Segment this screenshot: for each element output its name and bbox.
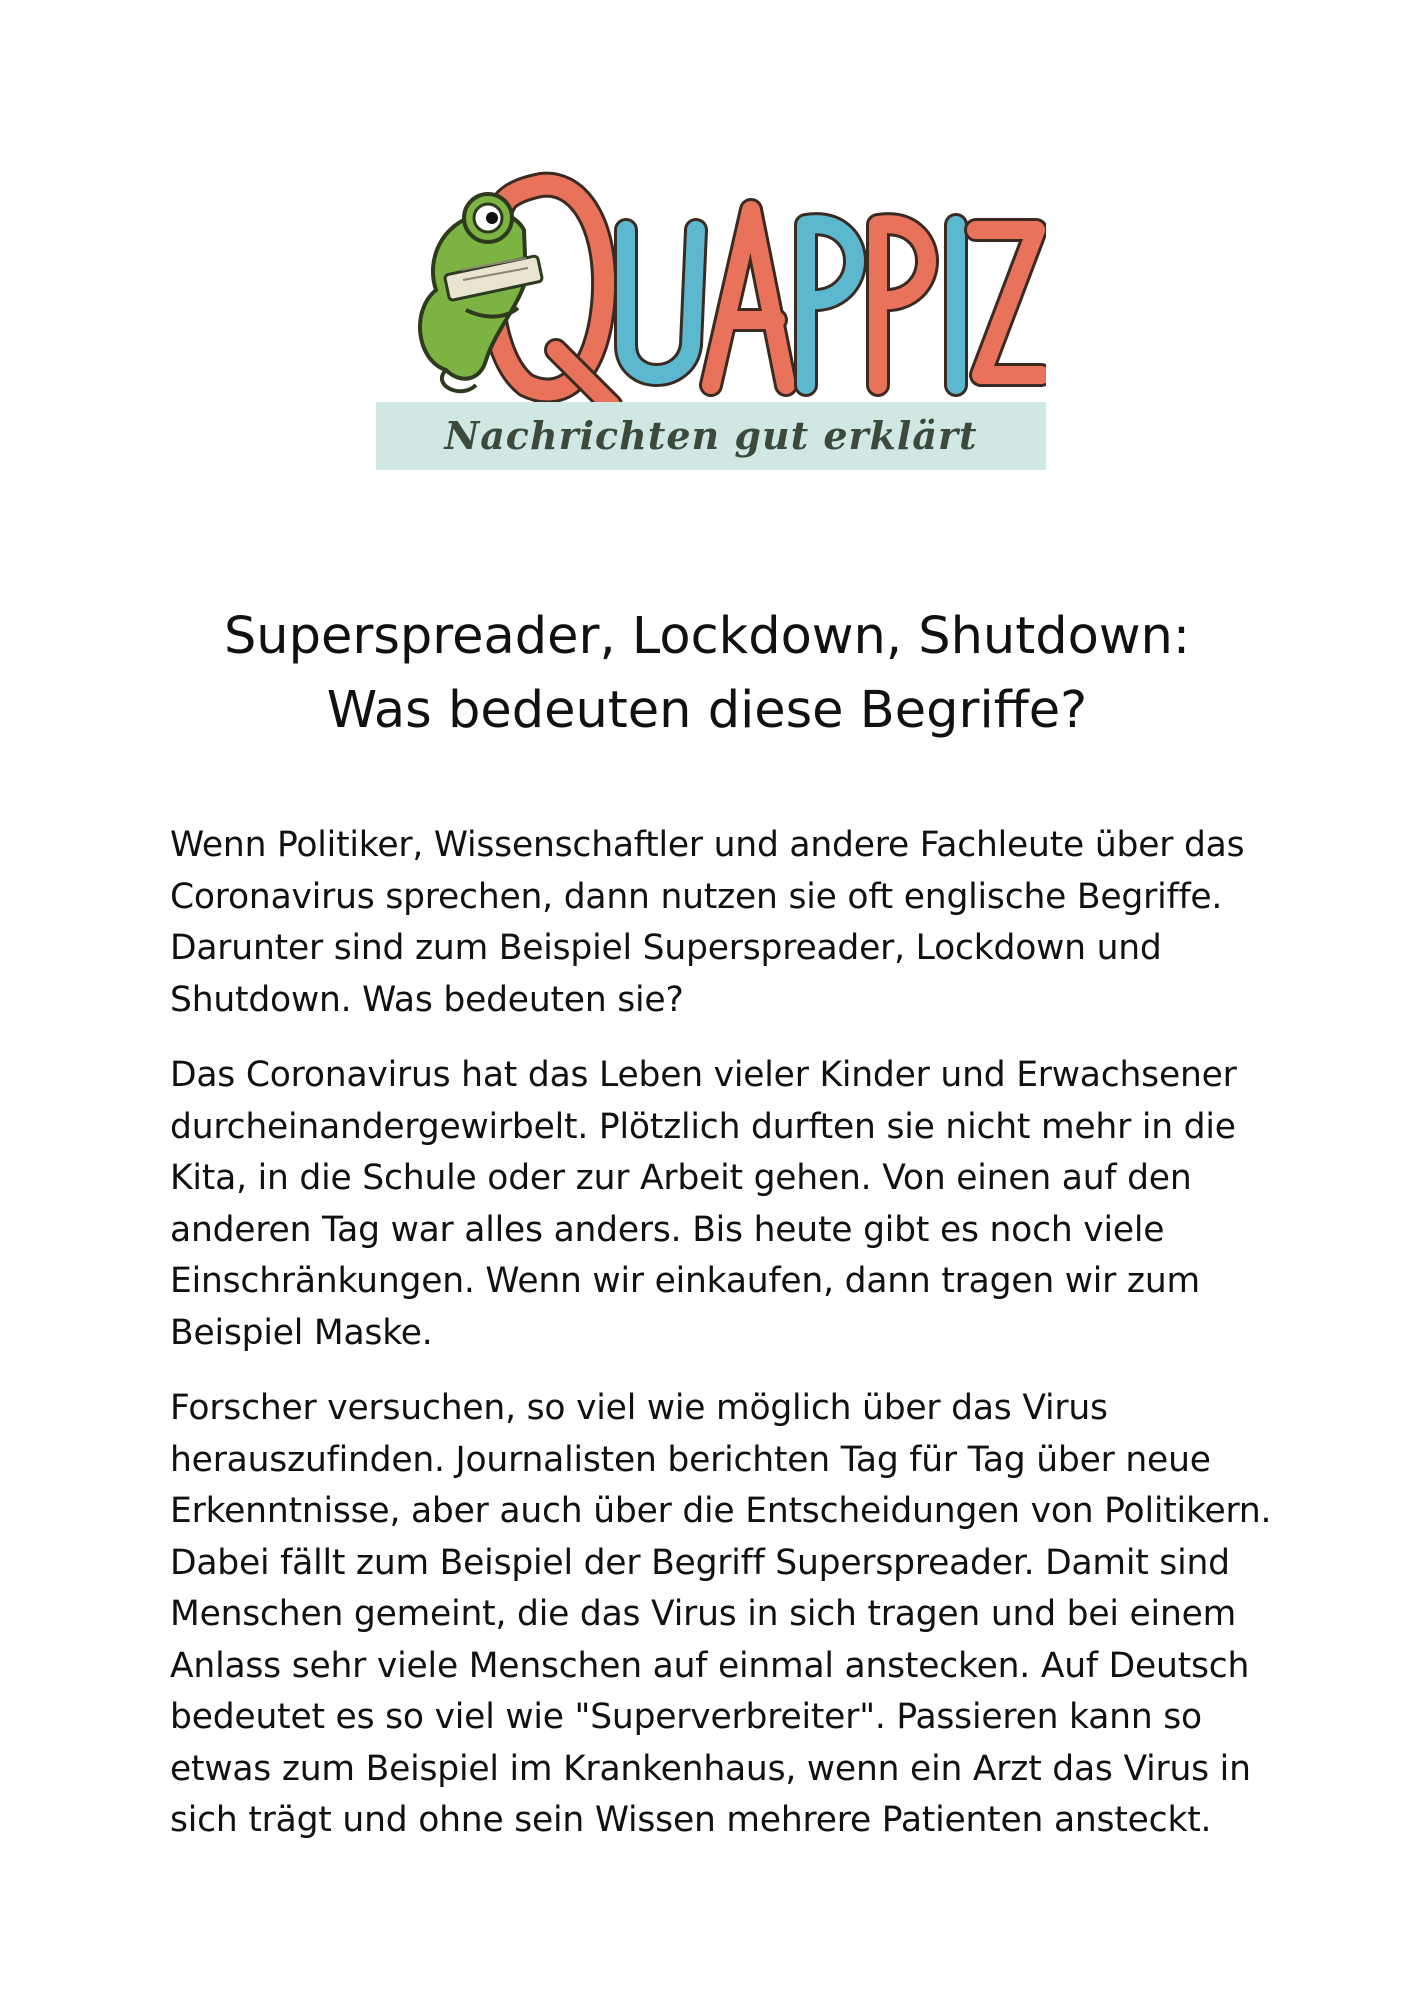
- text-line: Dabei fällt zum Beispiel der Begriff Superspreader. Damit sind: [170, 1542, 1230, 1583]
- title-line: Superspreader, Lockdown, Shutdown:: [223, 607, 1191, 666]
- title-line: Was bedeuten diese Begriffe?: [326, 681, 1088, 740]
- article-body: [170, 820, 1270, 1871]
- text-line: Darunter sind zum Beispiel Superspreader, Lockdown und: [170, 928, 1162, 968]
- paragraph-intro: [170, 820, 1270, 1026]
- logo-tagline: Nachrichten gut erklärt: [444, 413, 978, 458]
- text-line: Erkenntnisse, aber auch über die Entscheidungen von Politikern.: [170, 1491, 1272, 1531]
- text-line: Wenn Politiker, Wissenschaftler und andere Fachleute über das: [170, 825, 1245, 865]
- logo-letter-a: [711, 210, 786, 385]
- text-line: etwas zum Beispiel im Krankenhaus, wenn ein Arzt das Virus in: [170, 1748, 1251, 1789]
- text-line: Forscher versuchen, so viel wie möglich über das Virus: [170, 1388, 1108, 1428]
- logo-letter-u: [626, 230, 696, 375]
- quappiz-logo: [376, 170, 1048, 475]
- page-title: [140, 600, 1274, 748]
- text-line: Kita, in die Schule oder zur Arbeit gehen. Von einen auf den: [170, 1158, 1192, 1198]
- text-line: Menschen gemeint, die das Virus in sich tragen und bei einem: [170, 1594, 1237, 1634]
- chameleon-icon: [406, 170, 576, 400]
- text-line: sich trägt und ohne sein Wissen mehrere Patienten ansteckt.: [170, 1800, 1212, 1840]
- paragraph-corona: [170, 1050, 1270, 1359]
- paragraph-superspreader: [170, 1383, 1270, 1847]
- text-line: Einschränkungen. Wenn wir einkaufen, dann tragen wir zum: [170, 1261, 1200, 1301]
- text-line: herauszufinden. Journalisten berichten Tag für Tag über neue: [170, 1439, 1211, 1480]
- text-line: durcheinandergewirbelt. Plötzlich durften sie nicht mehr in die: [170, 1106, 1236, 1147]
- text-line: Anlass sehr viele Menschen auf einmal anstecken. Auf Deutsch: [170, 1645, 1250, 1686]
- logo-letter-p1: [806, 224, 855, 385]
- logo-letter-p2: [878, 224, 927, 385]
- text-line: Beispiel Maske.: [170, 1312, 433, 1353]
- text-line: Das Coronavirus hat das Leben vieler Kinder und Erwachsener: [170, 1055, 1237, 1095]
- logo-letter-z: [976, 230, 1041, 375]
- text-line: bedeutet es so viel wie "Superverbreiter". Passieren kann so: [170, 1697, 1202, 1737]
- text-line: Coronavirus sprechen, dann nutzen sie oft englische Begriffe.: [170, 876, 1223, 917]
- text-line: Shutdown. Was bedeuten sie?: [170, 979, 684, 1020]
- text-line: anderen Tag war alles anders. Bis heute gibt es noch viele: [170, 1209, 1165, 1250]
